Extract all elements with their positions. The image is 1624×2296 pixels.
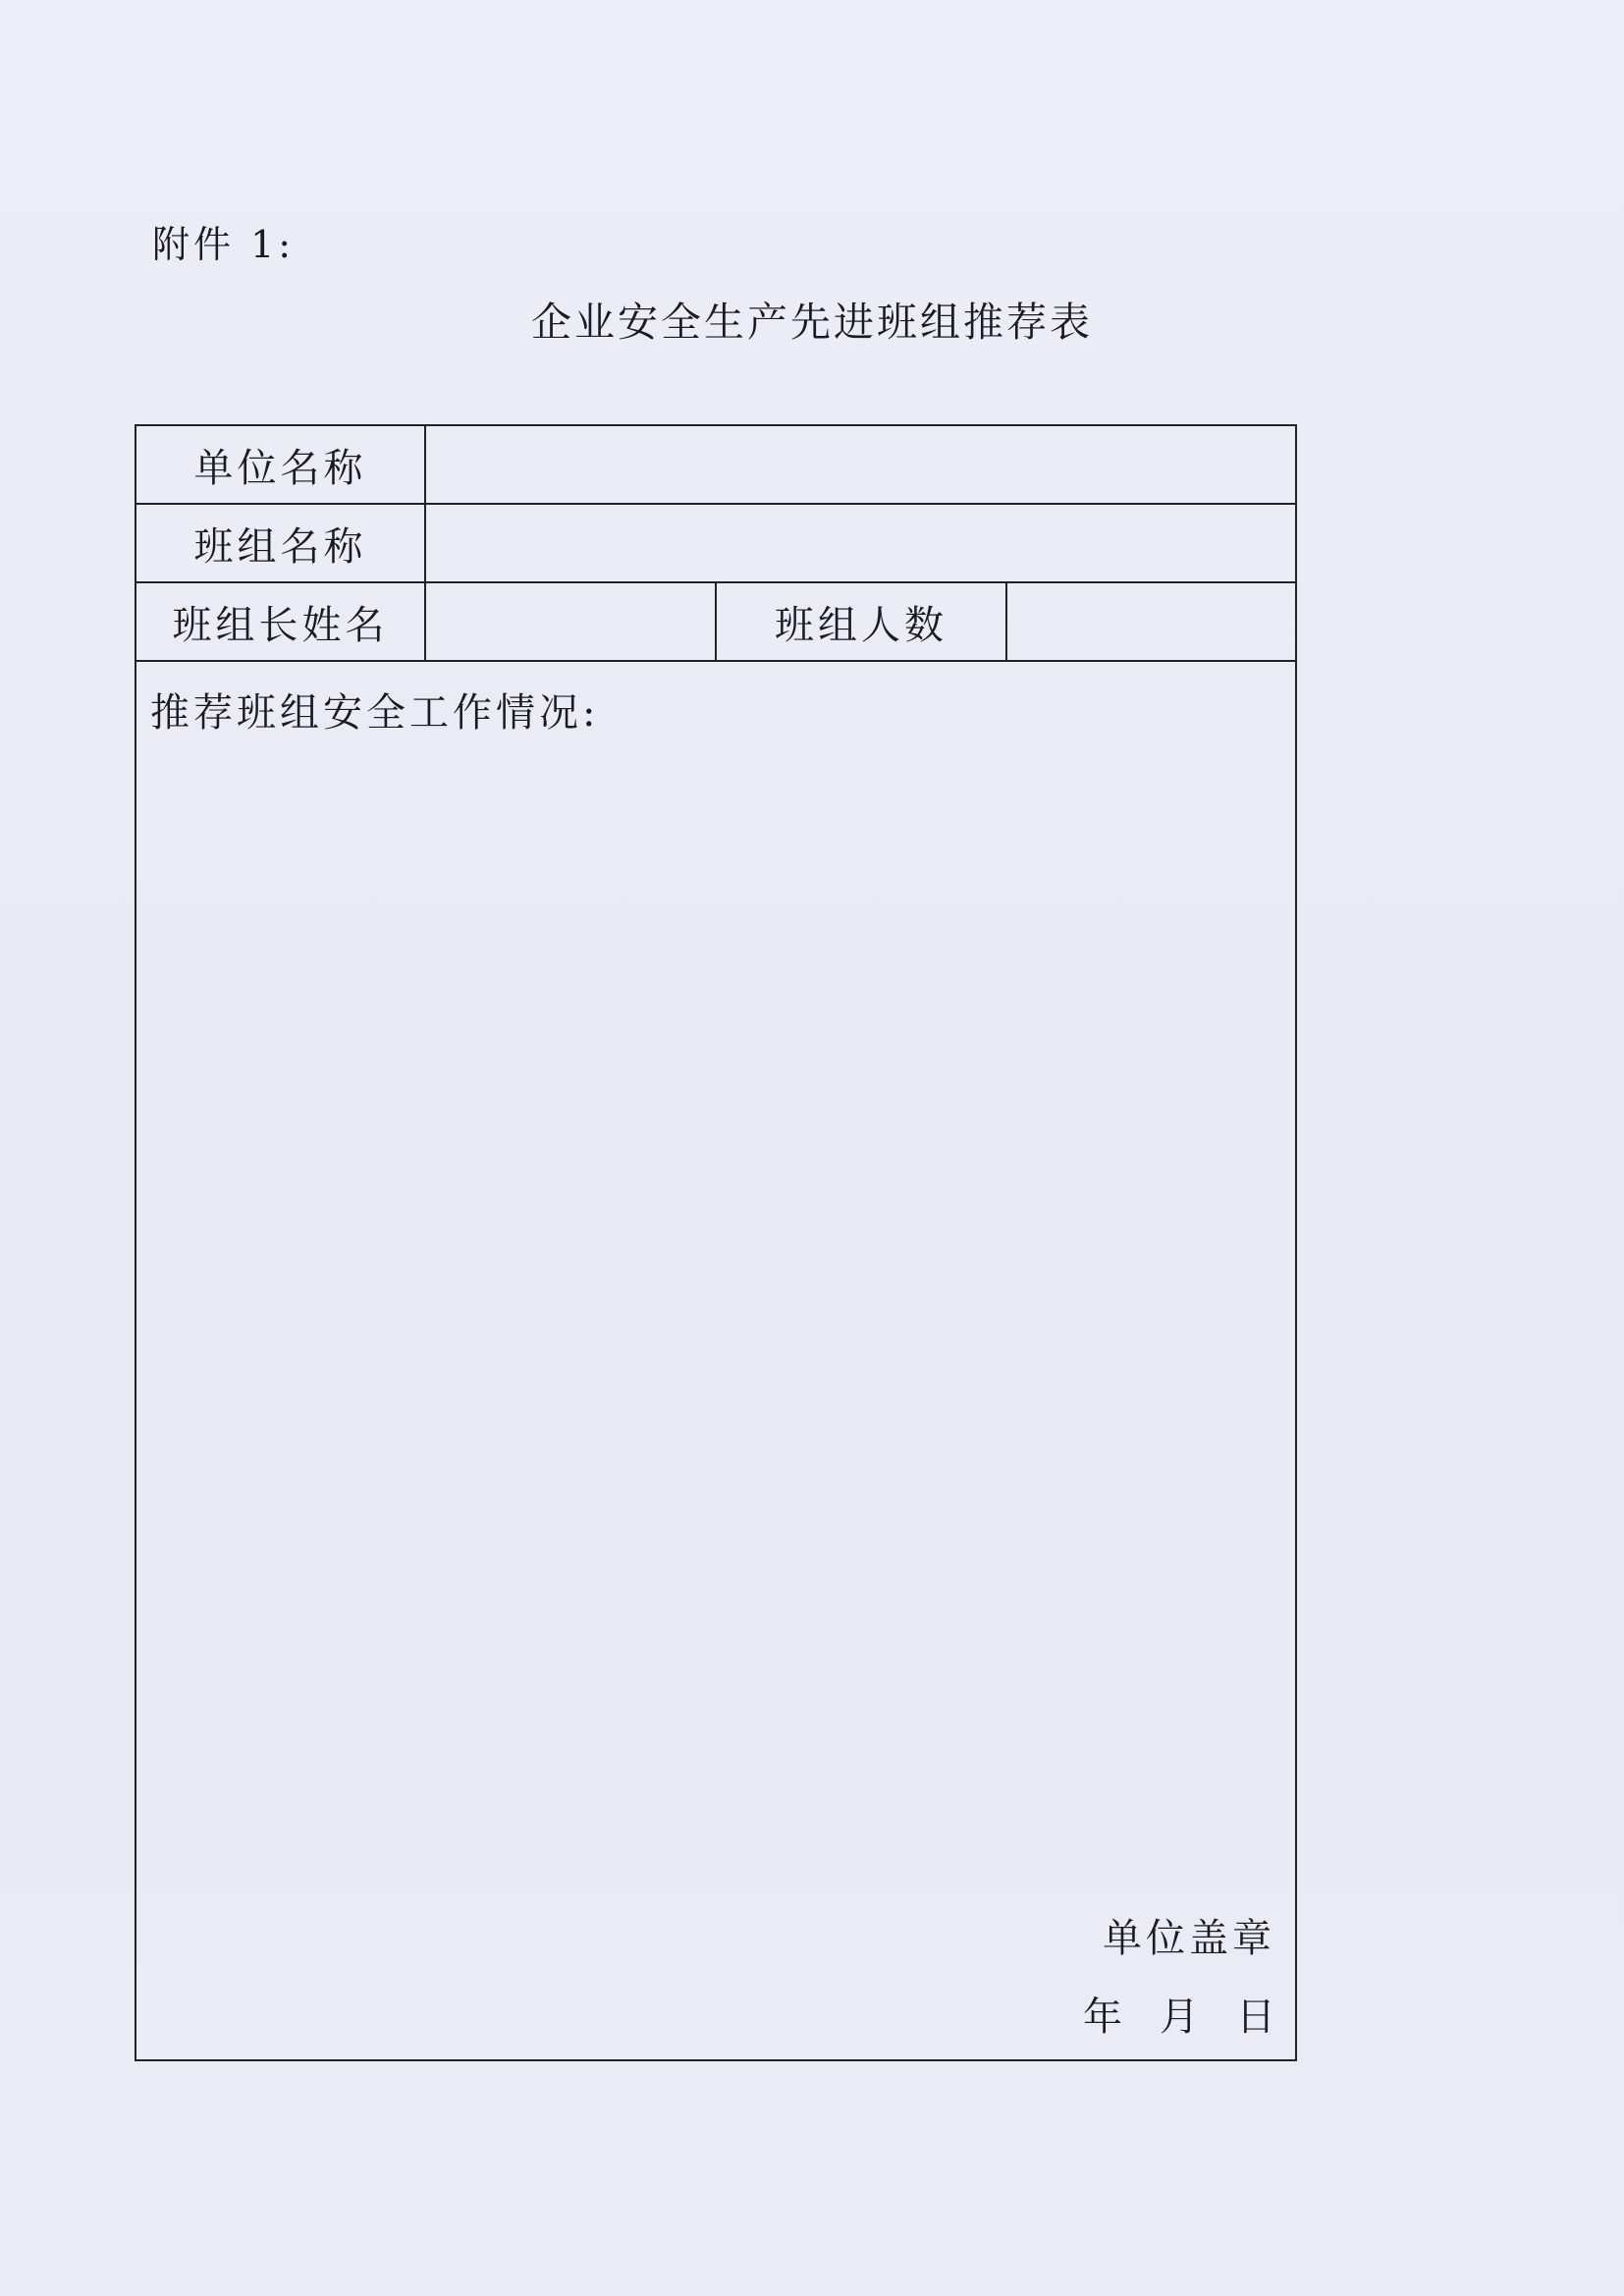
page-title: 企业安全生产先进班组推荐表 (531, 299, 1093, 346)
safety-work-section[interactable] (136, 662, 1295, 2059)
unit-stamp-label: 单位盖章 (1103, 1916, 1275, 1961)
table-row-unit-name (136, 426, 1295, 505)
date-day-label: 日 (1236, 1995, 1275, 2040)
unit-name-field[interactable] (426, 426, 1295, 503)
date-line (1083, 1986, 1275, 2042)
recommendation-form-table (135, 424, 1297, 2061)
team-size-label: 班组人数 (717, 583, 1007, 660)
date-year-label: 年 (1083, 1995, 1122, 2040)
table-row-team-name (136, 505, 1295, 583)
attachment-label: 附件 1: (152, 223, 296, 266)
team-size-field[interactable] (1007, 583, 1295, 660)
leader-name-label: 班组长姓名 (136, 583, 426, 660)
unit-name-label: 单位名称 (136, 426, 426, 503)
team-name-label: 班组名称 (136, 505, 426, 581)
date-month-label: 月 (1160, 1995, 1199, 2040)
team-name-field[interactable] (426, 505, 1295, 581)
safety-work-label: 推荐班组安全工作情况: (150, 690, 600, 736)
leader-name-field[interactable] (426, 583, 717, 660)
table-row-leader-and-size (136, 583, 1295, 662)
